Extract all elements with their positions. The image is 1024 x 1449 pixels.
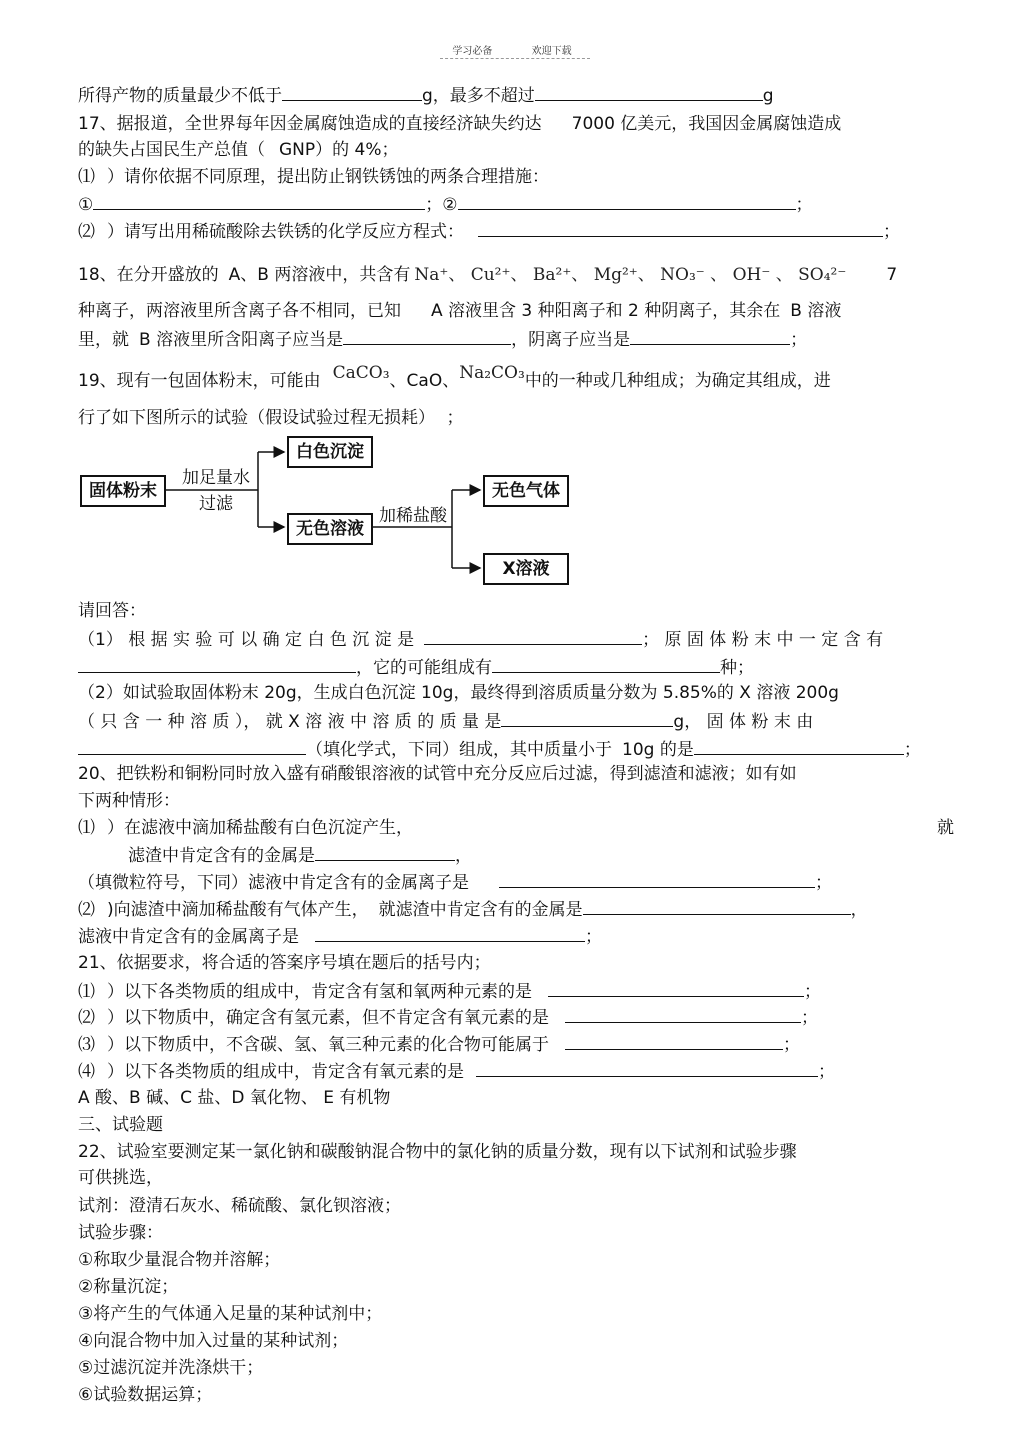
box-colorless-solution: 无色溶液 [287,513,373,545]
q21-intro: 21、依据要求，将合适的答案序号填在题后的括号内； [78,953,491,973]
blank-ions-1[interactable] [499,870,815,888]
q19-line2: 行了如下图所示的试验（假设试验过程无损耗） ； [78,408,464,428]
blank-q21-2[interactable] [565,1005,801,1023]
step-2: ②称量沉淀； [78,1277,179,1297]
q22-line2: 可供挑选， [78,1168,163,1188]
blank-white-ppt[interactable] [424,627,642,645]
ion-list: Na⁺、 Cu²⁺、 Ba²⁺、 Mg²⁺、 NO₃⁻ 、 OH⁻ 、 SO₄²⁻ [414,265,847,285]
p2-line2: （ 只 含 一 种 溶 质 ）， 就 X 溶 液 中 溶 质 的 质 量 是 g， 固 体 粉 末 由 [78,709,813,733]
blank-residue-1[interactable] [315,843,455,861]
q18-line3: 里，就 B 溶液里所含阳离子应当是 ，阴离子应当是 ； [78,327,807,351]
q22-steps-label: 试验步骤： [78,1223,163,1243]
q20-case1: ⑴ ）在滤液中滴加稀盐酸有白色沉淀产生， [78,818,413,838]
blank-q21-3[interactable] [565,1032,783,1050]
q20-line2: 下两种情形： [78,791,180,811]
step-1: ①称取少量混合物并溶解； [78,1250,281,1270]
q19-line1: 19、现有一包固体粉末，可能由 CaCO₃、CaO、Na₂CO₃中的一种或几种组成；为确定其组成，进 [78,363,831,391]
q18-line2: 种离子，两溶液里所含离子各不相同，已知 A 溶液里含 3 种阳离子和 2 种阴离子，其余在 B 溶液 [78,301,842,321]
label-filter: 过滤 [199,494,233,514]
p2-line3: （填化学式，下同）组成，其中质量小于 10g 的是 ； [78,737,921,761]
q17-part2: ⑵ ）请写出用稀硫酸除去铁锈的化学反应方程式： ； [78,219,900,243]
q20-case2-ions: 滤液中肯定含有的金属离子是 ； [78,924,602,948]
q17-line1: 17、据报道，全世界每年因金属腐蚀造成的直接经济缺失约达 7000 亿美元，我国因金属腐蚀造成 [78,114,842,134]
q22-reagents: 试剂：澄清石灰水、稀硫酸、氯化钡溶液； [78,1196,401,1216]
q22-line1: 22、试验室要测定某一氯化钠和碳酸钠混合物中的氯化钠的质量分数，现有以下试剂和试验步骤 [78,1142,797,1162]
q21-part4: ⑷ ）以下各类物质的组成中，肯定含有氧元素的是 ； [78,1059,835,1083]
q20-case1-ions: （填微粒符号，下同）滤液中肯定含有的金属离子是 ； [78,870,832,894]
step-6: ⑥试验数据运算； [78,1385,213,1405]
q21-part3: ⑶ ）以下物质中，不含碳、氢、氧三种元素的化合物可能属于 ； [78,1032,800,1056]
q21-options: A 酸、B 碱、C 盐、D 氧化物、 E 有机物 [78,1088,391,1108]
q20-then: 就 [937,818,954,838]
q17-part1: ⑴ ）请你依据不同原理，提出防止钢铁锈蚀的两条合理措施： [78,167,549,187]
blank-ions-2[interactable] [315,924,585,942]
marker-2: ⑵ [78,222,95,242]
q20-case1-residue: 滤渣中肯定含有的金属是 ， [128,843,472,867]
p1-line1: （1） 根 据 实 验 可 以 确 定 白 色 沉 淀 是 ； 原 固 体 粉 末 中 一 定 含 有 [78,627,883,651]
blank-solute-mass[interactable] [501,709,673,727]
line-mass-range: 所得产物的质量最少不低于 g，最多不超过 g [78,83,774,107]
box-x-solution: X溶液 [483,553,569,585]
step-5: ⑤过滤沉淀并洗涤烘干； [78,1358,264,1378]
q20-case2: ⑵ )向滤渣中滴加稀盐酸有气体产生， 就滤渣中肯定含有的金属是 ， [78,897,868,921]
blank-possible-count[interactable] [492,655,720,673]
please-answer: 请回答： [78,601,146,621]
label-add-hcl: 加稀盐酸 [379,506,447,526]
blank-less-than-10g[interactable] [694,737,904,755]
blank-residue-2[interactable] [583,897,851,915]
p1-line2: ，它的可能组成有 种； [78,655,754,679]
section-experiment: 三、试验题 [78,1115,163,1135]
diagram-arrows [0,0,1024,600]
q21-part1: ⑴ ）以下各类物质的组成中，肯定含有氢和氧两种元素的是 ； [78,979,821,1003]
blank-q21-4[interactable] [476,1059,818,1077]
blank-must-contain[interactable] [78,655,356,673]
blank-composition[interactable] [78,737,306,755]
p2-line1: （2）如试验取固体粉末 20g，生成白色沉淀 10g，最终得到溶质质量分数为 5.85%的 X 溶液 200g [78,683,839,703]
box-colorless-gas: 无色气体 [483,475,569,507]
q21-part2: ⑵ ）以下物质中，确定含有氢元素，但不肯定含有氧元素的是 ； [78,1005,818,1029]
label-add-water: 加足量水 [182,468,250,488]
blank-q21-1[interactable] [548,979,804,997]
box-solid-powder: 固体粉末 [80,475,166,507]
step-3: ③将产生的气体通入足量的某种试剂中； [78,1304,383,1324]
header-right: 欢迎下载 [531,46,572,57]
marker-1: ⑴ [78,167,95,187]
q18-line1: 18、在分开盛放的 A、B 两溶液中，共含有 Na⁺、 Cu²⁺、 Ba²⁺、 Mg²⁺、 NO₃⁻ 、 OH⁻ 、 SO₄²⁻ 7 [78,265,898,285]
q17-line2: 的缺失占国民生产总值（ GNP）的 4%； [78,140,399,160]
step-4: ④向混合物中加入过量的某种试剂； [78,1331,349,1351]
box-white-precipitate: 白色沉淀 [287,436,373,468]
q20-line1: 20、把铁粉和铜粉同时放入盛有硝酸银溶液的试管中充分反应后过滤，得到滤渣和滤液；如有如 [78,764,797,784]
q17-answers: ① ；② ； [78,192,813,216]
formula-caco3: CaCO₃ [332,363,390,383]
formula-na2co3: Na₂CO₃ [459,363,525,383]
header-left: 学习必备 [452,46,493,57]
